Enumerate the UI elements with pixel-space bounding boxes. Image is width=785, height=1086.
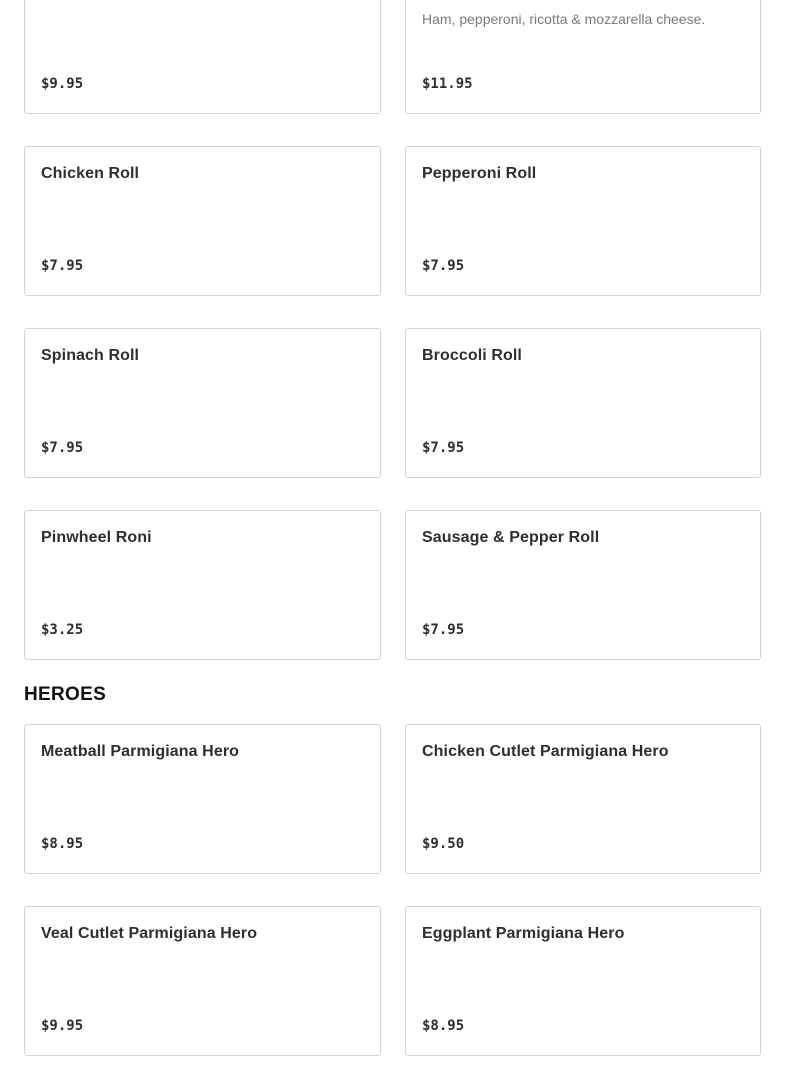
menu-item-name: Veal Cutlet Parmigiana Hero [41, 925, 258, 942]
menu-item-card[interactable] [24, 724, 381, 874]
menu-item-price: $7.95 [422, 440, 465, 456]
menu-item-price: $9.95 [41, 1018, 84, 1034]
menu-item-name: Chicken Roll [41, 165, 140, 182]
menu-item-card[interactable] [405, 724, 761, 874]
menu-item-name: Eggplant Parmigiana Hero [422, 925, 625, 942]
menu-item-price: $9.50 [422, 836, 465, 852]
menu-item-price: $7.95 [41, 440, 84, 456]
menu-item-card[interactable] [405, 328, 761, 478]
menu-item-name: Spinach Roll [41, 347, 140, 364]
menu-item-card[interactable] [24, 906, 381, 1056]
menu-item-card[interactable] [24, 328, 381, 478]
menu-grid-top [24, 0, 761, 114]
menu-item-name: Chicken Cutlet Parmigiana Hero [422, 743, 669, 760]
section-title-heroes: HEROES [24, 684, 107, 705]
menu-item-name: Sausage & Pepper Roll [422, 529, 600, 546]
menu-item-card[interactable] [24, 0, 381, 114]
menu-item-card[interactable] [405, 510, 761, 660]
menu-item-name: Broccoli Roll [422, 347, 522, 364]
menu-item-card[interactable] [24, 510, 381, 660]
menu-item-price: $9.95 [41, 76, 84, 92]
menu-item-card[interactable] [405, 906, 761, 1056]
menu-item-price: $7.95 [422, 258, 465, 274]
menu-grid-rolls [24, 146, 761, 660]
menu-item-name: Pinwheel Roni [41, 529, 152, 546]
menu-grid-heroes [24, 724, 761, 1056]
menu-item-card[interactable] [405, 146, 761, 296]
menu-item-price: $3.25 [41, 622, 84, 638]
menu-item-card[interactable] [24, 146, 381, 296]
menu-item-price: $8.95 [422, 1018, 465, 1034]
menu-item-name: Pepperoni Roll [422, 165, 537, 182]
menu-item-price: $7.95 [422, 622, 465, 638]
menu-item-price: $8.95 [41, 836, 84, 852]
menu-item-price: $7.95 [41, 258, 84, 274]
menu-item-name: Meatball Parmigiana Hero [41, 743, 240, 760]
menu-item-card[interactable] [405, 0, 761, 114]
menu-item-price: $11.95 [422, 76, 473, 92]
menu-item-description: Ham, pepperoni, ricotta & mozzarella cheese. [422, 11, 706, 27]
